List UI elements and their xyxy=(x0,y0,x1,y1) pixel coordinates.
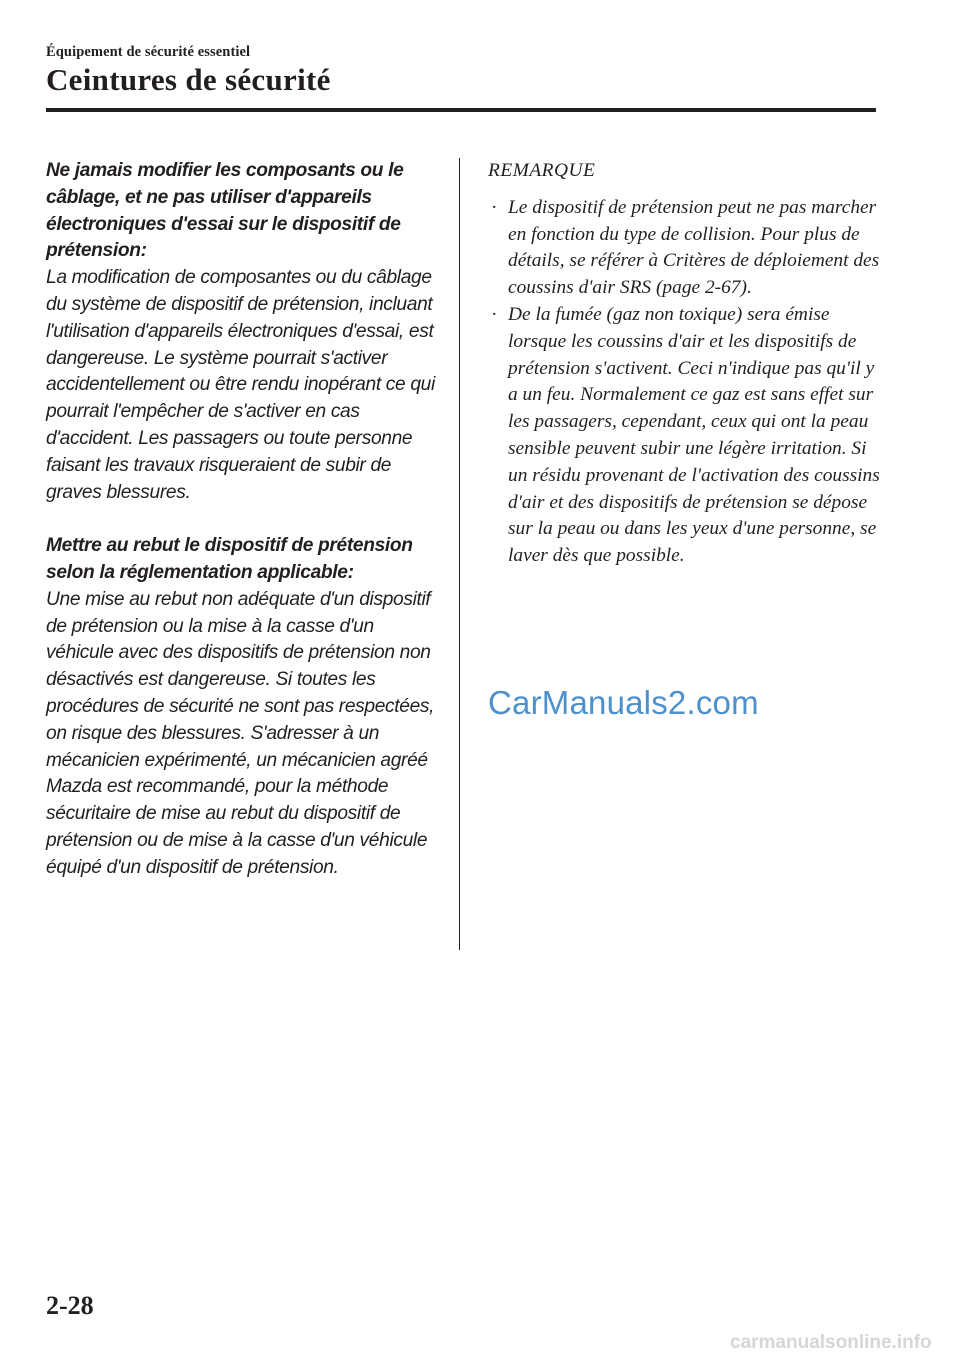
header-rule xyxy=(46,108,876,112)
watermark-logo: CarManuals2.com xyxy=(488,684,759,721)
paragraph-gap xyxy=(46,506,446,533)
warning-body-modify: La modification de composantes ou du câblage du système de dispositif de prétension, incluant l'utilisation d'appareils électroniques d'essai, est dangereuse. Le système pourrait s'activer accidentellement ou être rendu inopérant ce qui pourrait l'empêcher de s'activer en cas d'accident. Les passagers ou toute personne faisant les travaux risqueraient de subir de graves blessures. xyxy=(46,267,435,503)
page-number: 2-28 xyxy=(46,1291,94,1320)
note-list xyxy=(488,195,883,570)
warning-heading-modify: Ne jamais modifier les composants ou le câblage, et ne pas utiliser d'appareils électroniques d'essai sur le dispositif de prétension: xyxy=(46,160,404,262)
page-title: Ceintures de sécurité xyxy=(46,62,331,97)
section-label: Équipement de sécurité essentiel xyxy=(46,44,251,60)
note-column xyxy=(488,158,883,570)
warning-heading-disposal: Mettre au rebut le dispositif de prétension selon la réglementation applicable: xyxy=(46,535,413,583)
bullet-icon: · xyxy=(491,303,498,325)
note-item-text: Le dispositif de prétension peut ne pas marcher en fonction du type de collision. Pour plus de détails, se référer à Critères de déploiement des coussins d'air SRS (page 2-67). xyxy=(508,196,880,299)
column-divider xyxy=(459,158,460,950)
note-item xyxy=(488,195,883,302)
warning-column xyxy=(46,158,446,882)
bullet-icon: · xyxy=(491,196,498,218)
footer-watermark: carmanualsonline.info xyxy=(730,1332,932,1353)
note-title: REMARQUE xyxy=(488,160,596,181)
warning-body-disposal: Une mise au rebut non adéquate d'un dispositif de prétension ou la mise à la casse d'un véhicule avec des dispositifs de prétension non désactivés est dangereuse. Si toutes les procédures de sécurité ne sont pas respectées, on risque des blessures. S'adresser à un mécanicien expérimenté, un mécanicien agréé Mazda est recommandé, pour la méthode sécuritaire de mise au rebut du dispositif de prétension ou de mise à la casse d'un véhicule équipé d'un dispositif de prétension. xyxy=(46,588,435,878)
note-item xyxy=(488,302,883,570)
note-item-text: De la fumée (gaz non toxique) sera émise lorsque les coussins d'air et les dispositifs de prétension s'activent. Ceci n'indique pas qu'il y a un feu. Normalement ce gaz est sans effet sur les passagers, cependant, ceux qui ont la peau sensible peuvent subir une légère irritation. Si un résidu provenant de l'activation des coussins d'air et des dispositifs de prétension se dépose sur la peau ou dans les yeux d'une personne, se laver dès que possible. xyxy=(508,303,880,567)
